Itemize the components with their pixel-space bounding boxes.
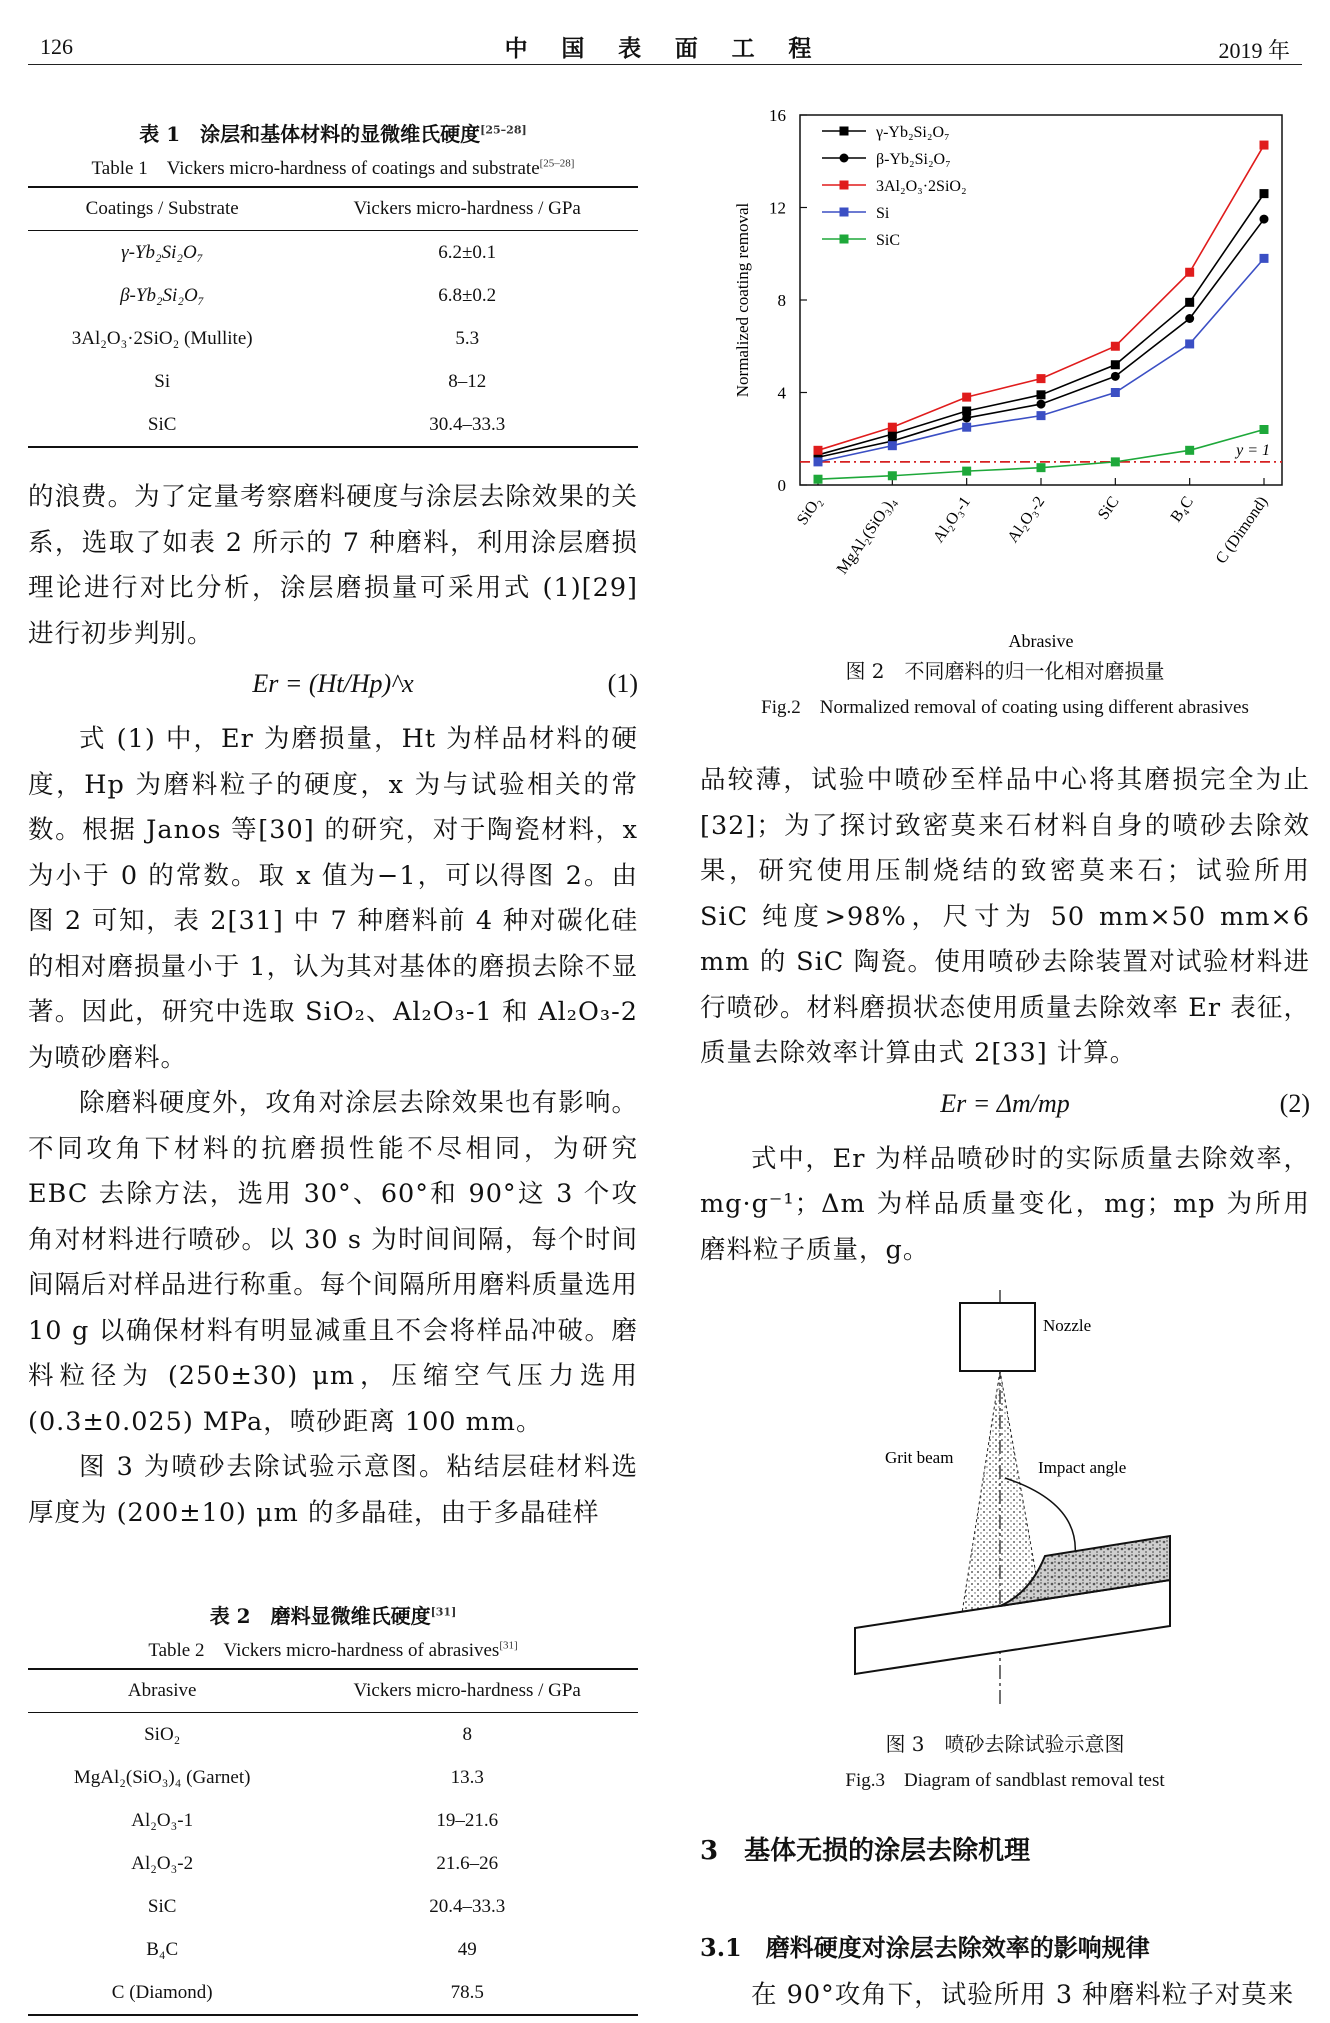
table-row: B₄C 49 <box>146 1938 477 1960</box>
table2-block <box>28 1600 638 2016</box>
table1-caption-cn: 表 1 涂层和基体材料的显微维氏硬度[25–28] <box>139 122 527 146</box>
data-point <box>1260 189 1269 198</box>
table1-caption-en: Table 1 Vickers micro-hardness of coatings and substrate[25–28] <box>91 157 575 179</box>
legend-marker <box>840 208 849 217</box>
table-row: Al₂O₃-2 21.6–26 <box>131 1852 499 1874</box>
data-point <box>1111 457 1120 466</box>
table2 <box>28 1668 638 2016</box>
data-point <box>1185 339 1194 348</box>
y-tick-label: 4 <box>777 383 786 403</box>
nozzle <box>960 1303 1035 1371</box>
table2-header: Abrasive <box>28 1669 296 1713</box>
table2-caption-cn: 表 2 磨料显微维氏硬度[31] <box>209 1604 457 1628</box>
table-row: Si 8–12 <box>154 370 487 392</box>
fig3-caption-en: Fig.3 Diagram of sandblast removal test <box>845 1770 1165 1791</box>
data-point <box>1260 215 1269 224</box>
x-tick-label: SiC <box>1094 493 1123 523</box>
y-tick-label: 8 <box>777 291 786 310</box>
fig2-caption-cn: 图 2 不同磨料的归一化相对磨损量 <box>845 659 1165 683</box>
paragraph: 的浪费。为了定量考察磨料硬度与涂层去除效果的关系，选取了如表 2 所示的 7 种磨料，利用涂层磨损理论进行对比分析，涂层磨损量可采用式 (1)[29] 进行初步判别。 <box>28 482 638 649</box>
data-point <box>1111 342 1120 351</box>
journal-title: 中 国 表 面 工 程 <box>504 36 826 61</box>
data-point <box>1037 400 1046 409</box>
x-tick-label: B₄C <box>1167 493 1197 526</box>
data-point <box>888 471 897 480</box>
legend-entry: β-Yb₂Si₂O₇ <box>876 151 951 168</box>
table1 <box>28 186 638 448</box>
data-point <box>962 413 971 422</box>
data-point <box>1111 372 1120 381</box>
equation-2: Er = Δm/mp (2) <box>940 1088 1310 1118</box>
page-number: 126 <box>40 34 73 59</box>
line-chart <box>700 100 1310 660</box>
legend-marker <box>840 127 849 136</box>
data-point <box>888 423 897 432</box>
table-row: SiC 20.4–33.3 <box>147 1895 506 1917</box>
data-point <box>962 467 971 476</box>
data-point <box>962 423 971 432</box>
paragraph: 除磨料硬度外，攻角对涂层去除效果也有影响。不同攻角下材料的抗磨损性能不尽相同，为研究 EBC 去除方法，选用 30°、60°和 90°这 3 个攻角对材料进行喷砂。以 30 s 为时间间隔，每个时间间隔后对样品进行称重。每个间隔所用磨料质量选用 10 g 以确保材料有明显减重且不会将样品冲破。磨料粒径为 (250±30) μm，压缩空气压力选用 (0.3±0.025) MPa，喷砂距离 100 mm。 <box>28 1088 638 1437</box>
data-point <box>1185 298 1194 307</box>
table-row: Al₂O₃-1 19–21.6 <box>131 1809 499 1831</box>
data-point <box>1260 141 1269 150</box>
data-point <box>1111 388 1120 397</box>
legend-marker <box>840 235 849 244</box>
paragraph: 品较薄，试验中喷砂至样品中心将其磨损完全为止[32]；为了探讨致密莫来石材料自身的喷砂去除效果，研究使用压制烧结的致密莫来石；试验所用 SiC 纯度>98%，尺寸为 50 mm×50 mm×6 mm 的 SiC 陶瓷。使用喷砂去除装置对试验材料进行喷砂。材料磨损状态使用质量去除效率 Er 表征，质量去除效率计算由式 2[33] 计算。 <box>700 765 1310 1068</box>
year: 2019 年 <box>1218 38 1290 63</box>
data-point <box>1037 374 1046 383</box>
data-point <box>1185 446 1194 455</box>
y-tick-label: 12 <box>769 198 786 218</box>
data-point <box>814 446 823 455</box>
section-31-title: 3.1 磨料硬度对涂层去除效率的影响规律 <box>700 1933 1150 1962</box>
y-axis-label: Normalized coating removal <box>733 202 752 398</box>
header-rule <box>28 64 1302 65</box>
figure-3 <box>700 1288 1310 1748</box>
data-point <box>1260 254 1269 263</box>
data-point <box>1185 268 1194 277</box>
x-axis-label: Abrasive <box>1008 631 1074 651</box>
table2-caption-en: Table 2 Vickers micro-hardness of abrasives[31] <box>148 1639 518 1661</box>
reference-line-label: y = 1 <box>1236 441 1270 459</box>
table-row: SiO₂ 8 <box>144 1723 472 1745</box>
sandblast-diagram <box>700 1288 1310 1748</box>
y-tick-label: 0 <box>777 476 786 495</box>
data-point <box>1037 390 1046 399</box>
table-row: 3Al₂O₃·2SiO₂ (Mullite) 5.3 <box>71 327 480 349</box>
fig3-caption <box>700 1728 1310 1792</box>
legend-marker <box>840 154 849 163</box>
data-point <box>814 475 823 484</box>
section-3-heading <box>700 1830 1310 1867</box>
table1-header: Coatings / Substrate <box>28 187 296 231</box>
series-line <box>818 219 1264 457</box>
section-3-title: 3 基体无损的涂层去除机理 <box>700 1836 1031 1866</box>
table-row: C (Diamond) 78.5 <box>28 1971 638 2015</box>
data-point <box>1111 360 1120 369</box>
data-point <box>814 457 823 466</box>
fig2-caption-en: Fig.2 Normalized removal of coating using different abrasives <box>761 697 1249 718</box>
series-line <box>818 258 1264 462</box>
legend-entry: SiC <box>876 232 901 249</box>
data-point <box>1037 411 1046 420</box>
data-point <box>1260 425 1269 434</box>
table-row: β-Yb₂Si₂O₇ 6.8±0.2 <box>120 284 497 306</box>
y-tick-label: 16 <box>769 106 786 125</box>
grit-beam <box>962 1371 1042 1613</box>
table1-block <box>28 118 638 448</box>
impact-angle-label: Impact angle <box>1038 1458 1127 1477</box>
data-point <box>962 393 971 402</box>
section-31 <box>700 1928 1310 2019</box>
table-row: SiC 30.4–33.3 <box>28 403 638 447</box>
x-tick-label: SiO₂ <box>793 493 826 529</box>
right-text <box>700 758 1310 1273</box>
table1-header: Vickers micro-hardness / GPa <box>296 187 638 231</box>
legend-entry: 3Al₂O₃·2SiO₂ <box>876 178 967 195</box>
paragraph: 在 90°攻角下，试验所用 3 种磨料粒子对莫来 <box>751 1980 1295 2010</box>
data-point <box>1037 463 1046 472</box>
x-tick-label: MgAl₂(SiO₃)₄ <box>833 493 900 578</box>
paragraph: 式中，Er 为样品喷砂时的实际质量去除效率，mg·g⁻¹；Δm 为样品质量变化，mg；mp 为所用磨料粒子质量，g。 <box>700 1143 1310 1265</box>
legend-entry: Si <box>876 205 890 222</box>
grit-beam-label: Grit beam <box>885 1448 954 1467</box>
table2-header: Vickers micro-hardness / GPa <box>296 1669 638 1713</box>
table-row: MgAl₂(SiO₃)₄ (Garnet) 13.3 <box>73 1766 484 1788</box>
x-tick-label: Al₂O₃-2 <box>1004 493 1049 546</box>
data-point <box>888 441 897 450</box>
legend-entry: γ-Yb₂Si₂O₇ <box>876 124 950 141</box>
nozzle-label: Nozzle <box>1043 1316 1092 1335</box>
fig2-caption <box>700 655 1310 719</box>
paragraph: 式 (1) 中，Er 为磨损量，Ht 为样品材料的硬度，Hp 为磨料粒子的硬度，x 为与试验相关的常数。根据 Janos 等[30] 的研究，对于陶瓷材料，x 为小于 0 的常数。取 x 值为−1，可以得图 2。由图 2 可知，表 2[31] 中 7 种磨料前 4 种对碳化硅的相对磨损量小于 1，认为其对基体的磨损去除不显著。因此，研究中选取 SiO₂、Al₂O₃-1 和 Al₂O₃-2 为喷砂磨料。 <box>28 724 638 1073</box>
paragraph: 图 3 为喷砂去除试验示意图。粘结层硅材料选厚度为 (200±10) μm 的多晶硅，由于多晶硅样 <box>28 1452 638 1528</box>
figure-2 <box>700 100 1310 660</box>
equation-1: Er = (Ht/Hp)^x (1) <box>252 669 638 698</box>
legend-marker <box>840 181 849 190</box>
left-text <box>28 475 638 1536</box>
fig3-caption-cn: 图 3 喷砂去除试验示意图 <box>885 1732 1125 1756</box>
plot-frame <box>800 115 1282 485</box>
data-point <box>1185 314 1194 323</box>
page-header <box>28 28 1302 64</box>
x-tick-label: Al₂O₃-1 <box>930 493 974 546</box>
x-tick-label: C (Dimond) <box>1212 493 1272 568</box>
table-row: γ-Yb₂Si₂O₇ 6.2±0.1 <box>121 241 497 263</box>
